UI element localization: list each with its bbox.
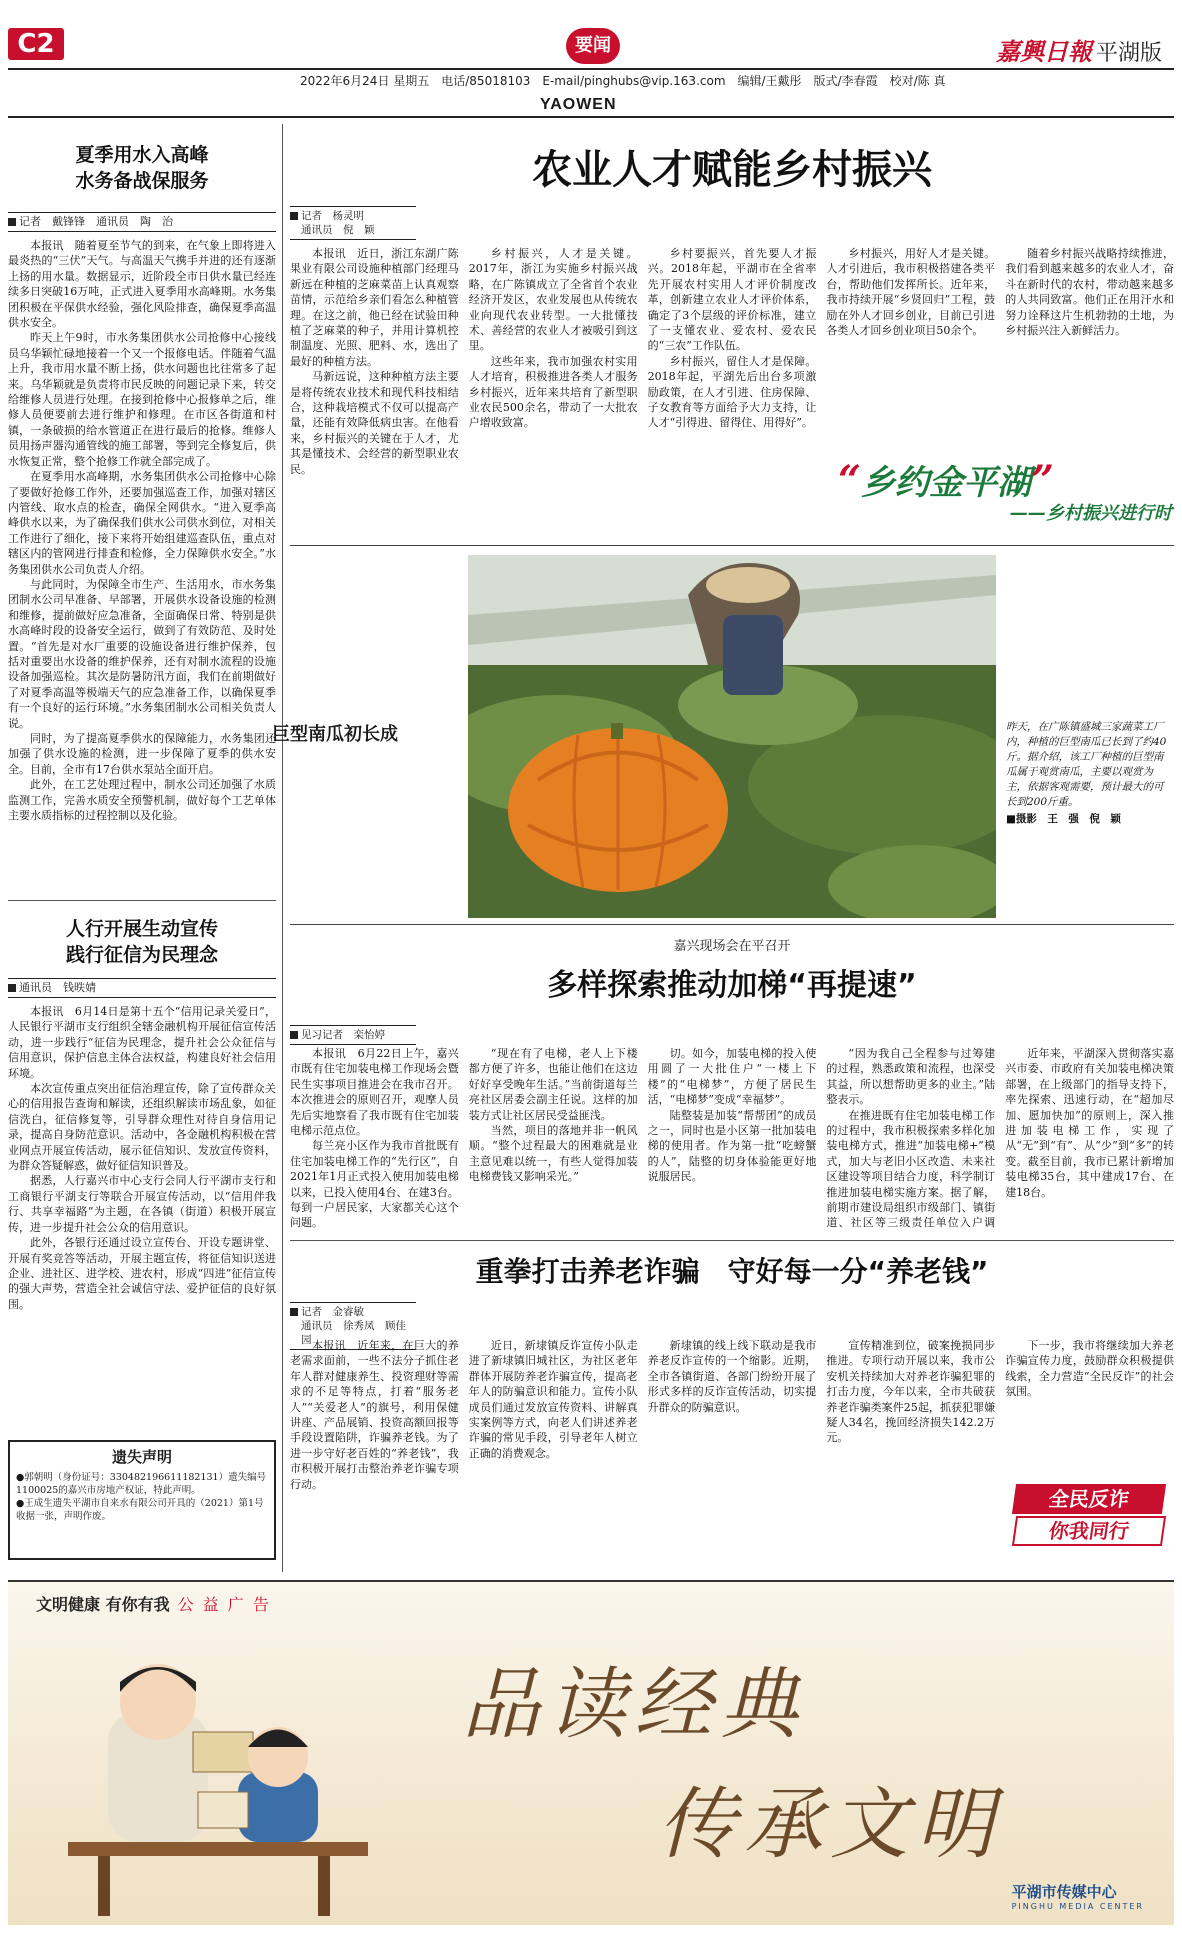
paragraph: 本报讯 6月22日上午，嘉兴市既有住宅加装电梯工作现场会暨民生实事项目推进会在我市召开。本次推进会的原则召开，观摩人员先后实地察看了我市既有住宅加装电梯示范点位。 — [290, 1047, 459, 1138]
anti-fraud-stamp — [1014, 1484, 1164, 1546]
photo-title: 巨型南瓜初长成 — [272, 724, 398, 745]
headline-line-2: 水务备战保服务 — [75, 170, 209, 192]
byline-text: 记者 金睿敏 — [301, 1306, 364, 1318]
paragraph: 本报讯 近年来，在巨大的养老需求面前，一些不法分子抓住老年人群对健康养生、投资理财等需求的不足等特点，打着“服务老人”“关爱老人”的旗号，利用保健讲座、产品展销、投资高额回报等手段设置陷阱，诈骗养老钱。为了进一步守好老百姓的“养老钱”，我市积极开展打击整治养老诈骗专项行动。 — [290, 1339, 459, 1491]
logo-text: 平湖市传媒中心 — [1011, 1883, 1117, 1901]
text-column — [469, 246, 638, 538]
page-number: C2 — [8, 28, 64, 60]
reading-children-illustration — [68, 1652, 368, 1922]
story-kicker: 嘉兴现场会在平召开 — [673, 939, 791, 954]
paragraph: 当然，项目的落地并非一帆风顺。“整个过程最大的困难就是业主意见难以统一，有些人觉得加装电梯费钱又影响采光。” — [468, 1124, 638, 1184]
text-column — [826, 1046, 995, 1232]
byline-marker — [8, 984, 16, 992]
paragraph: 陆整装是加装“帮帮团”的成员之一，同时也是小区第一批加装电梯的使用者。作为第一批“吃螃蟹的人”，陆整的切身体验能更好地说服居民。 — [647, 1108, 817, 1184]
story-headline: 多样探索推动加梯“再提速” — [547, 968, 917, 1003]
article-body — [8, 1004, 276, 1312]
text-column — [1005, 1338, 1174, 1478]
byline-text: 见习记者 栾怡婷 — [301, 1029, 385, 1041]
newspaper-brand — [996, 32, 1162, 67]
paragraph: 此外，各银行还通过设立宣传台、开设专题讲堂、开展有奖竞答等活动，开展主题宣传，将征信知识送进企业、进社区、进学校、进农村，形成“四进”征信宣传的强大声势，营造全社会诚信守法、爱护征信的良好氛围。 — [8, 1236, 276, 1311]
byline-marker — [290, 212, 298, 220]
pumpkin-photo-illustration — [468, 555, 996, 918]
byline-text: 通讯员 倪 颖 — [301, 224, 375, 236]
story-headline: 重拳打击养老诈骗 守好每一分“养老钱” — [475, 1255, 989, 1288]
photo-caption — [1006, 720, 1172, 827]
paragraph: 随着乡村振兴战略持续推进，我们看到越来越多的农业人才，奋斗在新时代的农村，带动越来越多的人共同致富。他们正在用汗水和努力诠释这片生机勃勃的土地，为乡村振兴注入新鲜活力。 — [1005, 247, 1174, 338]
ad-tagline — [36, 1592, 271, 1615]
paragraph: 宣传精准到位，破案挽损同步推进。专项行动开展以来，我市公安机关持续加大对养老诈骗犯罪的打击力度，今年以来，全市共破获养老诈骗类案件25起，抓获犯罪嫌疑人34名，挽回经济损失142.2万元。 — [826, 1339, 996, 1445]
notice-title: 遗失声明 — [111, 1448, 172, 1466]
paragraph: 同时，为了提高夏季供水的保障能力，水务集团还加强了供水设施的检测，进一步保障了夏季的供水安全。目前，全市有17台供水泵站全面开启。 — [8, 732, 276, 776]
byline-text: 通讯员 徐秀凤 顾佳园 — [301, 1320, 406, 1346]
section-label: YAOWEN — [540, 96, 617, 113]
paragraph: 乡村振兴，用好人才是关键。人才引进后，我市积极搭建各类平台，帮助他们发挥所长。近年来，我市持续开展“乡贤回归”工程，鼓励在外人才回乡创业，目前已引进各类人才回乡创业项目50余个。 — [826, 247, 996, 338]
paragraph: 每兰亮小区作为我市首批既有住宅加装电梯工作的“先行区”，自2021年1月正式投入使用加装电梯以来，已投入使用4台、在建3台。每到一户居民家，大家都关心这个问题。 — [290, 1139, 459, 1230]
left-story-credit — [8, 910, 276, 1430]
paragraph: 乡村振兴，人才是关键。2017年，浙江为实施乡村振兴战略，在广陈镇成立了全省首个农业经济开发区，农业发展也从传统农业向现代农业转型。一大批懂技术、善经营的农业人才被吸引到这里。 — [468, 247, 638, 353]
ad-slogan-line-1: 品读经典 — [462, 1660, 807, 1750]
feature-banner-subtitle: ——乡村振兴进行时 — [1010, 503, 1172, 524]
paragraph: 本次宣传重点突出征信治理宣传，除了宣传群众关心的信用报告查询和解读，还组织解读市场乱象，如征信洗白，征信修复等，引导群众理性对待自身信用记录，提高自身防范意识。活动中，各金融机构积极在营业网点开展宣传活动，展示征信知识、发放宣传资料，为群众答疑解惑，做好征信知识普及。 — [8, 1082, 276, 1173]
paragraph: 此外，在工艺处理过程中，制水公司还加强了水质监测工作，完善水质安全预警机制，做好每个工艺单体主要水质指标的过程控制以及化验。 — [8, 778, 276, 823]
ad-tag-text: 文明健康 有你有我 — [36, 1595, 170, 1614]
left-story-headline — [8, 916, 276, 968]
byline-marker — [8, 218, 16, 226]
paragraph: 本报讯 6月14日是第十五个“信用记录关爱日”，人民银行平湖市支行组织全辖金融机构开展征信宣传活动，进一步践行“征信为民理念，提升社会公众征信与信用意识，保护信息主体合法权益，构建良好社会信用环境。 — [8, 1005, 276, 1080]
edition-name: 平湖版 — [1095, 41, 1162, 66]
paragraph: 据悉，人行嘉兴市中心支行会同人行平湖市支行和工商银行平湖支行等联合开展宣传活动，以“信用伴我行、共享幸福路”为主题，在各镇（街道）积极开展宣传，进一步提升社会公众的信用意识。 — [8, 1174, 276, 1234]
text-column — [826, 1338, 995, 1570]
main-byline — [290, 206, 416, 240]
masthead-rule — [8, 68, 1174, 70]
paragraph: 乡村振兴，留住人才是保障。2018年起，平湖先后出台多项激励政策，在人才引进、住房保障、子女教育等方面给予大力支持，让人才“引得进、留得住、用得好”。 — [647, 354, 817, 430]
quote-mark: “ — [838, 457, 862, 504]
article-body — [8, 238, 276, 823]
feature-banner — [838, 455, 1174, 525]
paragraph: 马新远说，这种种植方法主要是将传统农业技术和现代科技相结合，这种栽培模式不仅可以提高产量，还能有效降低病虫害。在他看来，乡村振兴的关键在于人才，尤其是懂技术、会经营的新型职业农民。 — [290, 370, 459, 476]
text-column — [648, 246, 817, 538]
byline-marker — [290, 1031, 298, 1039]
pumpkin-photo — [468, 555, 996, 918]
headline-line-2: 践行征信为民理念 — [65, 944, 218, 966]
lost-notice — [8, 1440, 276, 1560]
left-story-water — [8, 124, 276, 884]
paragraph: 新埭镇的线上线下联动是我市养老反诈宣传的一个缩影。近期，全市各镇街道、各部门纷纷开展了形式多样的反诈宣传活动，切实提升群众的防骗意识。 — [647, 1339, 817, 1414]
paragraph: 本报讯 随着夏至节气的到来，在气象上即将进入最炎热的“三伏”天气。与高温天气携手并进的还有逐渐上扬的用水量。数据显示，近阶段全市日供水量已经连续多日突破16万吨，正式进入夏季用水高峰期。水务集团积极在平保供水经验，强化风险排查，确保夏季高温供水安全。 — [8, 239, 276, 330]
divider — [290, 1240, 1174, 1241]
quote-mark: ” — [1031, 457, 1055, 504]
paragraph: 乡村要振兴，首先要人才振兴。2018年起，平湖市在全省率先开展农村实用人才评价制度改革，创新建立农业人才评价体系，确定了3个层级的评价标准，建立了一支懂农业、爱农村、爱农民的“三农”工作队伍。 — [647, 247, 817, 353]
story-body — [290, 1046, 1174, 1232]
photo-credit: ■摄影 王 强 倪 颖 — [1006, 813, 1121, 825]
byline-text: 记者 戴锋锋 通讯员 陶 治 — [19, 215, 173, 228]
text-column — [648, 1046, 817, 1232]
text-column — [648, 1338, 817, 1570]
paragraph: 在推进既有住宅加装电梯工作的过程中，我市积极探索多样化加装电梯方式，推进“加装电梯+”模式，加大与老旧小区改造、未来社区建设等项目结合力度，科学制订推进加装电梯实施方案。据了解，前期市建设局组织市级部门、镇街道、社区等三级责任单位入户调 — [826, 1108, 996, 1230]
byline — [8, 212, 276, 232]
divider — [8, 900, 276, 901]
text-column — [290, 1338, 459, 1570]
text-column — [469, 1046, 638, 1232]
feature-banner-title — [838, 455, 1054, 504]
paragraph: 下一步，我市将继续加大养老诈骗宣传力度，鼓励群众积极提供线索，全力营造“全民反诈”的社会氛围。 — [1005, 1339, 1174, 1399]
public-service-ad — [8, 1580, 1174, 1925]
byline-text: 记者 杨灵明 — [301, 210, 364, 222]
byline-text: 通讯员 钱昳婧 — [19, 981, 96, 994]
main-headline: 农业人才赋能乡村振兴 — [532, 147, 932, 193]
left-story-headline — [8, 142, 276, 194]
masthead-info: 2022年6月24日 星期五 电话/85018103 E-mail/pinghubs@vip.163.com 编辑/王戴彤 版式/李春霞 校对/陈 真 — [300, 74, 946, 88]
logo-text-en: PINGHU MEDIA CENTER — [1011, 1902, 1144, 1911]
ad-slogan-line-2: 传承文明 — [658, 1780, 1003, 1870]
paragraph: “现在有了电梯，老人上下楼都方便了许多，也能让他们在这边好好享受晚年生活。”当前街道每兰亮社区居委会副主任说。这样的加装方式让社区居民受益匪浅。 — [468, 1047, 638, 1122]
paragraph: 这些年来，我市加强农村实用人才培育，积极推进各类人才服务乡村振兴，近年来共培育了新型职业农民500余名，带动了一大批农户增收致富。 — [468, 354, 638, 430]
byline-marker — [290, 1308, 298, 1316]
brand-name: 嘉興日報 — [995, 38, 1092, 66]
stamp-line-2: 你我同行 — [1012, 1516, 1166, 1546]
byline — [8, 978, 276, 998]
feature-banner-text: 乡约金平湖 — [861, 463, 1032, 503]
paragraph: 切。如今，加装电梯的投入使用圆了一大批住户“一楼上下楼”的“电梯梦”，方便了居民生活，“电梯梦”变成“幸福梦”。 — [647, 1047, 817, 1107]
text-column — [290, 1046, 459, 1232]
paragraph: 近日，新埭镇反诈宣传小队走进了新埭镇旧城社区，为社区老年群体开展防养老诈骗宣传，提高老年人的防骗意识和能力。宣传小队成员们通过发放宣传资料、讲解真实案例等方式，向老人们讲述养老诈骗的常见手段，引导老年人树立正确的消费观念。 — [468, 1339, 638, 1460]
paragraph: “因为我自己全程参与过筹建的过程，熟悉政策和流程，也深受其益，所以想帮助更多的业主。”陆整表示。 — [826, 1047, 996, 1107]
section-seal: 要闻 — [566, 28, 620, 64]
media-center-logo — [1012, 1881, 1144, 1911]
stamp-line-1: 全民反诈 — [1012, 1484, 1166, 1514]
headline-line-1: 人行开展生动宣传 — [65, 918, 218, 940]
story-byline — [290, 1025, 416, 1045]
text-column — [1005, 1046, 1174, 1232]
notice-line: ●郭朝明（身份证号：330482196611182131）遗失编号1100025的嘉兴市房地产权证，特此声明。 — [16, 1472, 267, 1496]
text-column — [1005, 246, 1174, 446]
ad-tag-label: 公 益 广 告 — [177, 1595, 271, 1614]
paragraph: 本报讯 近日，浙江东湖广陈果业有限公司设施种植部门经理马新远在种植的芝麻菜苗上认真观察苗情，示范给乡亲们看怎么种植管理。在这之前，他已经在试验田种植了芝麻菜的种子，并用计算机控制温度、光照、肥料、水，选出了最好的种植方法。 — [290, 247, 459, 368]
masthead-rule-bottom — [8, 116, 1174, 118]
paragraph: 近年来，平湖深入贯彻落实嘉兴市委、市政府有关加装电梯决策部署，在上级部门的指导支持下，率先探索、迅速行动，在“超加尽加、愿加快加”的原则上，深入推进加装电梯工作，实现了从“无”到“有”、从“少”到“多”的转变。截至目前，我市已累计新增加装电梯35台，其中建成17台、在建18台。 — [1005, 1047, 1174, 1199]
notice-line: ●王成生遗失平湖市自来水有限公司开具的（2021）第1号收据一张，声明作废。 — [16, 1498, 264, 1522]
caption-text: 昨天，在广陈镇盛城三家蔬菜工厂内，种植的巨型南瓜已长到了约40斤。据介绍，该工厂种植的巨型南瓜属于观赏南瓜，主要以观赏为主，依据客观需要，预计最大的可长到200斤重。 — [1006, 721, 1167, 808]
headline-line-1: 夏季用水入高峰 — [75, 144, 209, 166]
text-column — [290, 246, 459, 538]
column-divider — [282, 124, 283, 1572]
text-column — [469, 1338, 638, 1570]
paragraph: 在夏季用水高峰期，水务集团供水公司抢修中心除了要做好抢修工作外，还要加强巡查工作，加强对辖区内管线、取水点的检查，确保全网供水。“进入夏季高峰供水以来，为了确保我们供水公司供水到位，对相关工作进行了细化，接下来将开始组建巡查队伍，重点对辖区内的管网进行排查和检修，全力保障供水安全。”水务集团供水公司负责人介绍。 — [8, 470, 276, 576]
paragraph: 与此同时，为保障全市生产、生活用水，市水务集团制水公司早准备、早部署，开展供水设备设施的检测和维修，提前做好应急准备，全面确保日常、特别是供水高峰时段的设备安全运行，做到了有效防范、及时处置。“首先是对水厂重要的设施设备进行维护保养，包括对重要出水设备的维护保养，还有对制水流程的设施设备加强巡检。其次是防暑防汛方面，我们在前期做好了对夏季高温等极端天气的应急准备工作，以确保夏季有一个良好的运行环境。”水务集团制水公司相关负责人说。 — [8, 577, 276, 730]
paragraph: 昨天上午9时，市水务集团供水公司抢修中心接线员乌华颖忙碌地接着一个又一个报修电话。伴随着气温上升，我市用水量不断上扬，供水问题也比往常多了起来。乌华颖就是负责将市民反映的问题记录下来，转交给维修人员进行处理。在接到抢修中心报修单之后，维修人员便要前去进行维护和修理。在市区各街道和村镇，一条破损的给水管道正在进行最后的抢修。维修人员用扬声器沟通管线的施工部署，等到完全修复后，供水恢复正常，整个抢修工作就全部完成了。 — [8, 331, 276, 468]
